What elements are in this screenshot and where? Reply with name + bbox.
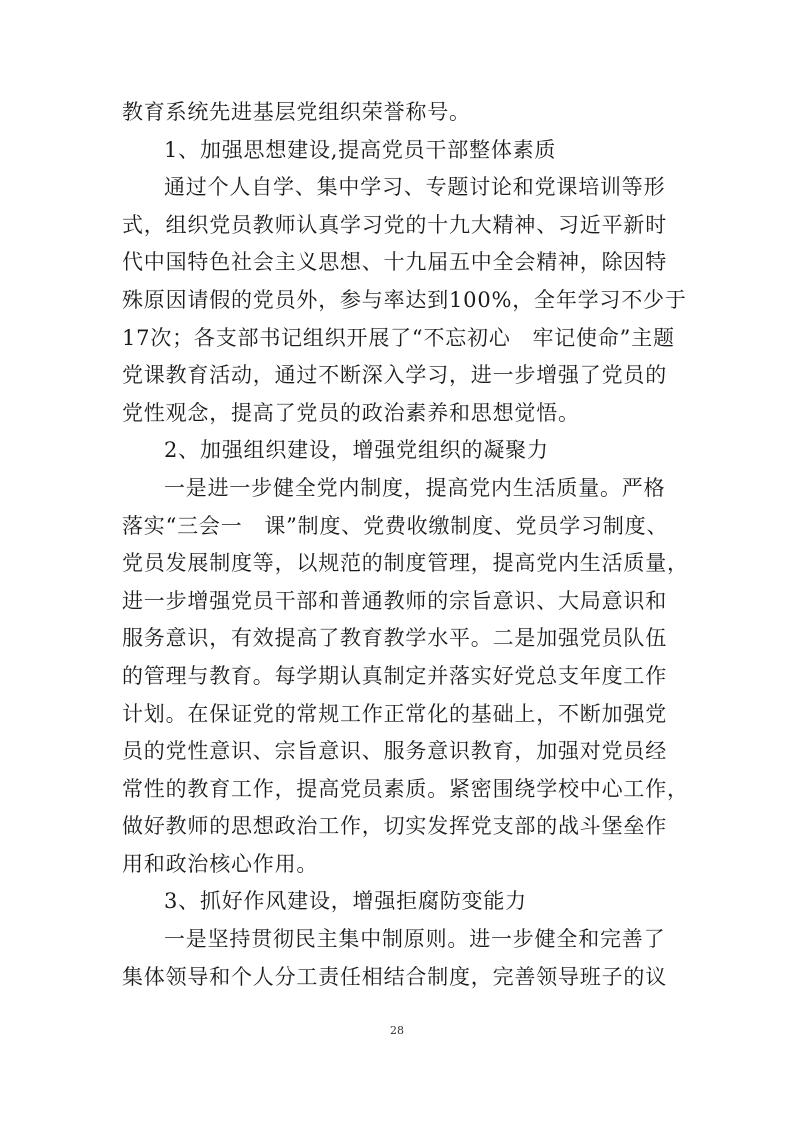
- text-line: 用和政治核心作用。: [122, 851, 319, 876]
- text-line: 党课教育活动，通过不断深入学习，进一步增强了党员的: [122, 363, 667, 388]
- text-line: 一是坚持贯彻民主集中制原则。进一步健全和完善了: [164, 927, 666, 952]
- text-line: 计划。在保证党的常规工作正常化的基础上，不断加强党: [122, 701, 667, 726]
- text-line: 进一步增强党员干部和普通教师的宗旨意识、大局意识和: [122, 588, 667, 613]
- text-line: 党性观念，提高了党员的政治素养和思想觉悟。: [122, 400, 580, 425]
- text-line: 教育系统先进基层党组织荣誉称号。: [122, 100, 471, 124]
- text-line: 殊原因请假的党员外，参与率达到100%，全年学习不少于: [122, 287, 687, 312]
- text-line: 3、抓好作风建设，增强拒腐防变能力: [164, 889, 527, 914]
- text-line: 式，组织党员教师认真学习党的十九大精神、习近平新时: [122, 212, 667, 237]
- text-line: 常性的教育工作，提高党员素质。紧密围绕学校中心工作，: [122, 776, 689, 801]
- text-line: 2、加强组织建设，增强党组织的凝聚力: [164, 438, 549, 463]
- document-body: [122, 94, 689, 996]
- text-line: 17次；各支部书记组织开展了“不忘初心 牢记使命”主题: [122, 325, 675, 350]
- text-line: 党员发展制度等，以规范的制度管理，提高党内生活质量，: [122, 551, 689, 576]
- text-line: 集体领导和个人分工责任相结合制度，完善领导班子的议: [122, 964, 667, 989]
- text-line: 服务意识，有效提高了教育教学水平。二是加强党员队伍: [122, 626, 667, 651]
- text-line: 通过个人自学、集中学习、专题讨论和党课培训等形: [164, 175, 666, 200]
- text-line: 1、加强思想建设,提高党员干部整体素质: [164, 137, 557, 162]
- page-number: 28: [390, 1024, 404, 1037]
- text-line: 做好教师的思想政治工作，切实发挥党支部的战斗堡垒作: [122, 814, 667, 839]
- text-line: 的管理与教育。每学期认真制定并落实好党总支年度工作: [122, 663, 667, 688]
- text-line: 员的党性意识、宗旨意识、服务意识教育，加强对党员经: [122, 739, 667, 764]
- text-line: 代中国特色社会主义思想、十九届五中全会精神，除因特: [122, 250, 667, 275]
- text-line: 落实“三会一 课”制度、党费收缴制度、党员学习制度、: [122, 513, 669, 538]
- text-line: 一是进一步健全党内制度，提高党内生活质量。严格: [164, 475, 666, 500]
